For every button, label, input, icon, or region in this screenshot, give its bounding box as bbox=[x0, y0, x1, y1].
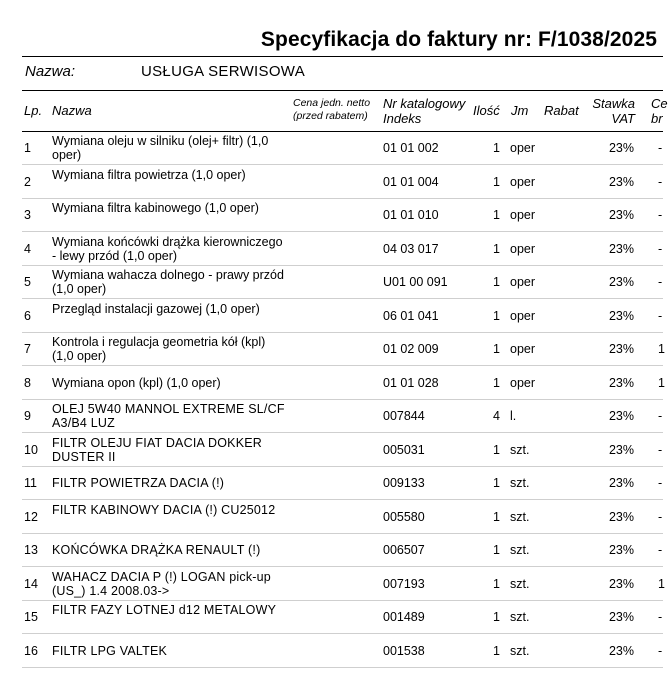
nazwa-value: USŁUGA SERWISOWA bbox=[141, 63, 305, 80]
cell-ilosc: 1 bbox=[493, 174, 500, 189]
table-row bbox=[0, 534, 663, 567]
cell-cut-value: 1 bbox=[658, 375, 665, 390]
cell-lp: 10 bbox=[24, 442, 38, 457]
cell-nazwa: FILTR FAZY LOTNEJ d12 METALOWY bbox=[52, 603, 277, 617]
cell-nr-katalogowy: 01 01 028 bbox=[383, 375, 439, 390]
cell-lp: 4 bbox=[24, 241, 31, 256]
cell-jm: szt. bbox=[510, 442, 530, 457]
cell-nr-katalogowy: 01 01 004 bbox=[383, 174, 439, 189]
cell-cut-value: - bbox=[658, 174, 663, 189]
cell-nr-katalogowy: 001538 bbox=[383, 643, 425, 658]
cell-ilosc: 1 bbox=[493, 375, 500, 390]
cell-stawka-vat: 23% bbox=[608, 543, 634, 557]
cell-nazwa: Przegląd instalacji gazowej (1,0 oper) bbox=[52, 301, 260, 316]
cell-nazwa: Wymiana końcówki drążka kierowniczego - lewy przód (1,0 oper) bbox=[52, 234, 283, 263]
cell-ilosc: 1 bbox=[493, 610, 500, 624]
cell-stawka-vat: 23% bbox=[608, 308, 634, 323]
document-title: Specyfikacja do faktury nr: F/1038/2025 bbox=[260, 28, 657, 51]
cell-lp: 12 bbox=[24, 509, 38, 524]
header-jm: Jm bbox=[511, 103, 529, 118]
cell-nazwa: Wymiana wahacza dolnego - prawy przód (1,0 oper) bbox=[52, 268, 284, 296]
header-cut-line1: Ce bbox=[651, 96, 668, 111]
cell-nr-katalogowy: 01 01 010 bbox=[383, 208, 439, 222]
cell-nazwa: FILTR KABINOWY DACIA (!) CU25012 bbox=[52, 502, 276, 517]
cell-nazwa: Wymiana opon (kpl) (1,0 oper) bbox=[52, 375, 221, 390]
cell-stawka-vat: 23% bbox=[608, 241, 634, 256]
cell-nazwa: Wymiana filtra kabinowego (1,0 oper) bbox=[52, 201, 259, 215]
table-row bbox=[0, 568, 663, 601]
cell-stawka-vat: 23% bbox=[608, 174, 634, 189]
cell-nazwa: KOŃCÓWKA DRĄŻKA RENAULT (!) bbox=[52, 543, 261, 557]
header-stawka-line1: Stawka bbox=[592, 96, 635, 111]
cell-lp: 2 bbox=[24, 174, 31, 189]
cell-stawka-vat: 23% bbox=[608, 576, 634, 591]
cell-jm: szt. bbox=[510, 476, 530, 490]
cell-nr-katalogowy: 001489 bbox=[383, 610, 425, 624]
cell-nazwa: Kontrola i regulacja geometria kół (kpl) (1,0 oper) bbox=[52, 335, 266, 363]
cell-stawka-vat: 23% bbox=[608, 476, 634, 490]
table-row bbox=[0, 467, 663, 500]
header-cena-line2: (przed rabatem) bbox=[293, 110, 368, 122]
table-row bbox=[0, 601, 663, 634]
table-row bbox=[0, 199, 663, 232]
cell-jm: oper bbox=[510, 208, 536, 222]
cell-cut-value: - bbox=[658, 509, 663, 524]
cell-cut-value: - bbox=[658, 409, 663, 423]
cell-lp: 8 bbox=[24, 375, 31, 390]
header-nr-kat-line2: Indeks bbox=[383, 111, 422, 126]
header-stawka-line2: VAT bbox=[611, 111, 635, 126]
cell-cut-value: - bbox=[658, 643, 663, 658]
cell-ilosc: 1 bbox=[493, 275, 500, 289]
table-row bbox=[0, 266, 663, 299]
cell-jm: szt. bbox=[510, 610, 530, 624]
cell-ilosc: 4 bbox=[493, 409, 500, 423]
cell-ilosc: 1 bbox=[493, 476, 500, 490]
cell-cut-value: - bbox=[658, 442, 663, 457]
cell-jm: szt. bbox=[510, 576, 530, 591]
cell-nazwa: WAHACZ DACIA P (!) LOGAN pick-up (US_) 1.4 2008.03-> bbox=[52, 569, 271, 598]
cell-nazwa: FILTR POWIETRZA DACIA (!) bbox=[52, 476, 225, 490]
cell-jm: szt. bbox=[510, 643, 530, 658]
header-lp: Lp. bbox=[24, 103, 43, 118]
cell-cut-value: - bbox=[658, 141, 663, 155]
cell-lp: 13 bbox=[24, 543, 38, 557]
cell-cut-value: - bbox=[658, 543, 663, 557]
cell-stawka-vat: 23% bbox=[608, 643, 634, 658]
table-row bbox=[0, 400, 663, 433]
cell-nazwa: FILTR OLEJU FIAT DACIA DOKKER DUSTER II bbox=[52, 435, 263, 464]
cell-ilosc: 1 bbox=[493, 576, 500, 591]
cell-nr-katalogowy: 007844 bbox=[383, 409, 425, 423]
cell-nr-katalogowy: 009133 bbox=[383, 476, 425, 490]
cell-nazwa: Wymiana filtra powietrza (1,0 oper) bbox=[52, 167, 246, 182]
header-nr-kat-line1: Nr katalogowy bbox=[383, 96, 466, 111]
cell-nr-katalogowy: 01 01 002 bbox=[383, 141, 439, 155]
cell-nr-katalogowy: 01 02 009 bbox=[383, 342, 439, 356]
cell-lp: 1 bbox=[24, 141, 31, 155]
table-row bbox=[0, 333, 663, 366]
header-rabat: Rabat bbox=[544, 103, 579, 118]
cell-stawka-vat: 23% bbox=[608, 442, 634, 457]
cell-cut-value: - bbox=[658, 241, 663, 256]
table-row bbox=[0, 434, 663, 467]
table-row bbox=[0, 367, 663, 400]
cell-cut-value: 1 bbox=[658, 576, 665, 591]
cell-ilosc: 1 bbox=[493, 141, 500, 155]
cell-nr-katalogowy: 007193 bbox=[383, 576, 425, 591]
cell-jm: oper bbox=[510, 275, 536, 289]
cell-stawka-vat: 23% bbox=[608, 409, 634, 423]
cell-nazwa: OLEJ 5W40 MANNOL EXTREME SL/CF A3/B4 LUZ bbox=[52, 402, 285, 430]
cell-stawka-vat: 23% bbox=[608, 141, 634, 155]
cell-nr-katalogowy: 04 03 017 bbox=[383, 241, 439, 256]
cell-jm: oper bbox=[510, 141, 536, 155]
cell-cut-value: - bbox=[658, 476, 663, 490]
cell-lp: 9 bbox=[24, 409, 31, 423]
cell-ilosc: 1 bbox=[493, 543, 500, 557]
header-cut-line2: br bbox=[651, 111, 663, 126]
nazwa-label: Nazwa: bbox=[25, 63, 76, 80]
title-divider bbox=[22, 56, 663, 57]
cell-stawka-vat: 23% bbox=[608, 275, 634, 289]
cell-ilosc: 1 bbox=[493, 241, 500, 256]
table-row bbox=[0, 132, 663, 165]
cell-ilosc: 1 bbox=[493, 308, 500, 323]
cell-lp: 5 bbox=[24, 275, 31, 289]
cell-ilosc: 1 bbox=[493, 208, 500, 222]
cell-jm: szt. bbox=[510, 543, 530, 557]
cell-jm: szt. bbox=[510, 509, 530, 524]
cell-cut-value: - bbox=[658, 610, 663, 624]
cell-nazwa: Wymiana oleju w silniku (olej+ filtr) (1,0 oper) bbox=[52, 134, 269, 162]
cell-stawka-vat: 23% bbox=[608, 342, 634, 356]
table-row bbox=[0, 300, 663, 333]
header-cena-line1: Cena jedn. netto bbox=[293, 97, 371, 109]
cell-lp: 16 bbox=[24, 643, 38, 658]
cell-stawka-vat: 23% bbox=[608, 208, 634, 222]
table-row bbox=[0, 166, 663, 199]
cell-nr-katalogowy: 006507 bbox=[383, 543, 425, 557]
cell-stawka-vat: 23% bbox=[608, 509, 634, 524]
header-nazwa: Nazwa bbox=[52, 103, 92, 118]
cell-ilosc: 1 bbox=[493, 509, 500, 524]
cell-lp: 15 bbox=[24, 610, 38, 624]
cell-jm: oper bbox=[510, 308, 536, 323]
cell-jm: oper bbox=[510, 342, 536, 356]
header-top-border bbox=[22, 90, 663, 91]
cell-nr-katalogowy: 06 01 041 bbox=[383, 308, 439, 323]
cell-ilosc: 1 bbox=[493, 643, 500, 658]
cell-nr-katalogowy: U01 00 091 bbox=[383, 275, 448, 289]
table-row bbox=[0, 635, 663, 668]
cell-nr-katalogowy: 005031 bbox=[383, 442, 425, 457]
cell-lp: 14 bbox=[24, 576, 38, 591]
cell-cut-value: - bbox=[658, 275, 663, 289]
cell-lp: 11 bbox=[24, 476, 37, 490]
cell-jm: oper bbox=[510, 174, 536, 189]
cell-nr-katalogowy: 005580 bbox=[383, 509, 425, 524]
cell-jm: oper bbox=[510, 375, 536, 390]
cell-nazwa: FILTR LPG VALTEK bbox=[52, 643, 168, 658]
cell-lp: 3 bbox=[24, 208, 31, 222]
cell-jm: oper bbox=[510, 241, 536, 256]
cell-stawka-vat: 23% bbox=[608, 375, 634, 390]
table-row bbox=[0, 501, 663, 534]
cell-cut-value: - bbox=[658, 308, 663, 323]
cell-ilosc: 1 bbox=[493, 342, 500, 356]
cell-stawka-vat: 23% bbox=[608, 610, 634, 624]
cell-lp: 7 bbox=[24, 342, 31, 356]
header-ilosc: Ilość bbox=[473, 103, 500, 118]
cell-cut-value: - bbox=[658, 208, 663, 222]
cell-jm: l. bbox=[510, 409, 517, 423]
cell-ilosc: 1 bbox=[493, 442, 500, 457]
row-divider bbox=[22, 667, 663, 668]
cell-cut-value: 1 bbox=[658, 342, 665, 356]
cell-lp: 6 bbox=[24, 308, 31, 323]
table-row bbox=[0, 233, 663, 266]
